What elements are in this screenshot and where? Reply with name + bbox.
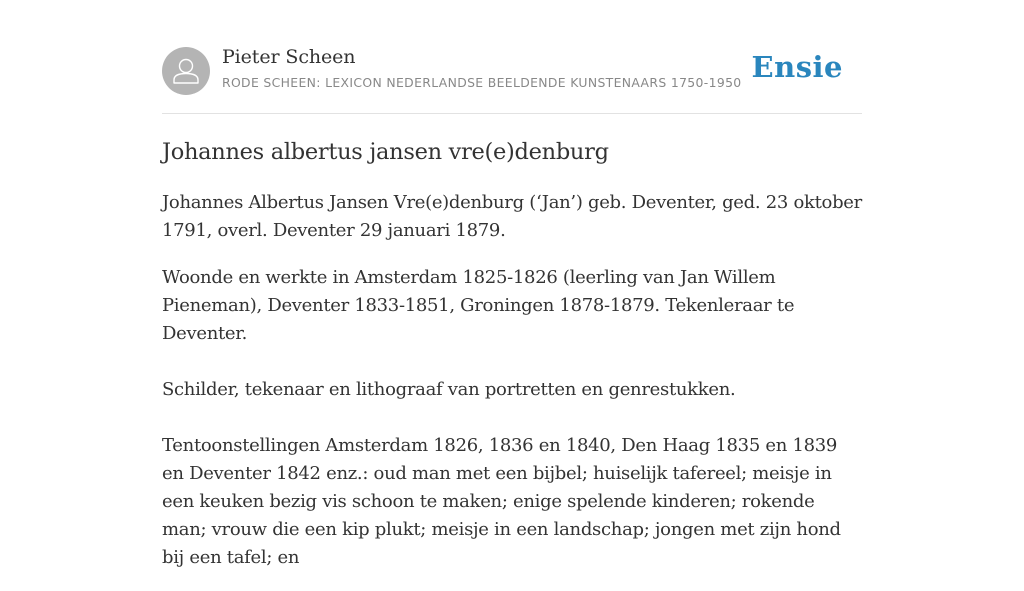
article-body bbox=[162, 189, 864, 591]
source-name[interactable]: RODE SCHEEN: LEXICON NEDERLANDSE BEELDENDE KUNSTENAARS 1750-1950 bbox=[222, 75, 742, 90]
user-avatar-icon[interactable] bbox=[162, 47, 210, 95]
header-divider bbox=[162, 113, 862, 114]
person-outline-icon bbox=[162, 47, 210, 95]
page-title: Johannes albertus jansen vre(e)denburg bbox=[162, 139, 609, 165]
article-header bbox=[162, 46, 862, 96]
ensie-logo[interactable]: Ensie bbox=[751, 50, 843, 84]
author-name[interactable]: Pieter Scheen bbox=[222, 46, 356, 68]
article-paragraph: Schilder, tekenaar en lithograaf van portretten en genrestukken. bbox=[162, 379, 736, 400]
article-paragraph: Woonde en werkte in Amsterdam 1825-1826 (leerling van Jan Willem Pieneman), Deventer 1833-1851, Groningen 1878-1879. Tekenleraar te Deventer. bbox=[162, 267, 795, 344]
article-paragraph: Johannes Albertus Jansen Vre(e)denburg (‘Jan’) geb. Deventer, ged. 23 oktober 1791, overl. Deventer 29 januari 1879. bbox=[162, 192, 862, 241]
article-paragraph: Tentoonstellingen Amsterdam 1826, 1836 en 1840, Den Haag 1835 en 1839 en Deventer 1842 enz.: oud man met een bijbel; huiselijk tafereel; meisje in een keuken bezig vis schoon te maken; enige spelende kinderen; rokende man; vrouw die een kip plukt; meisje in een landschap; jongen met zijn hond bij een tafel; en bbox=[162, 435, 841, 568]
